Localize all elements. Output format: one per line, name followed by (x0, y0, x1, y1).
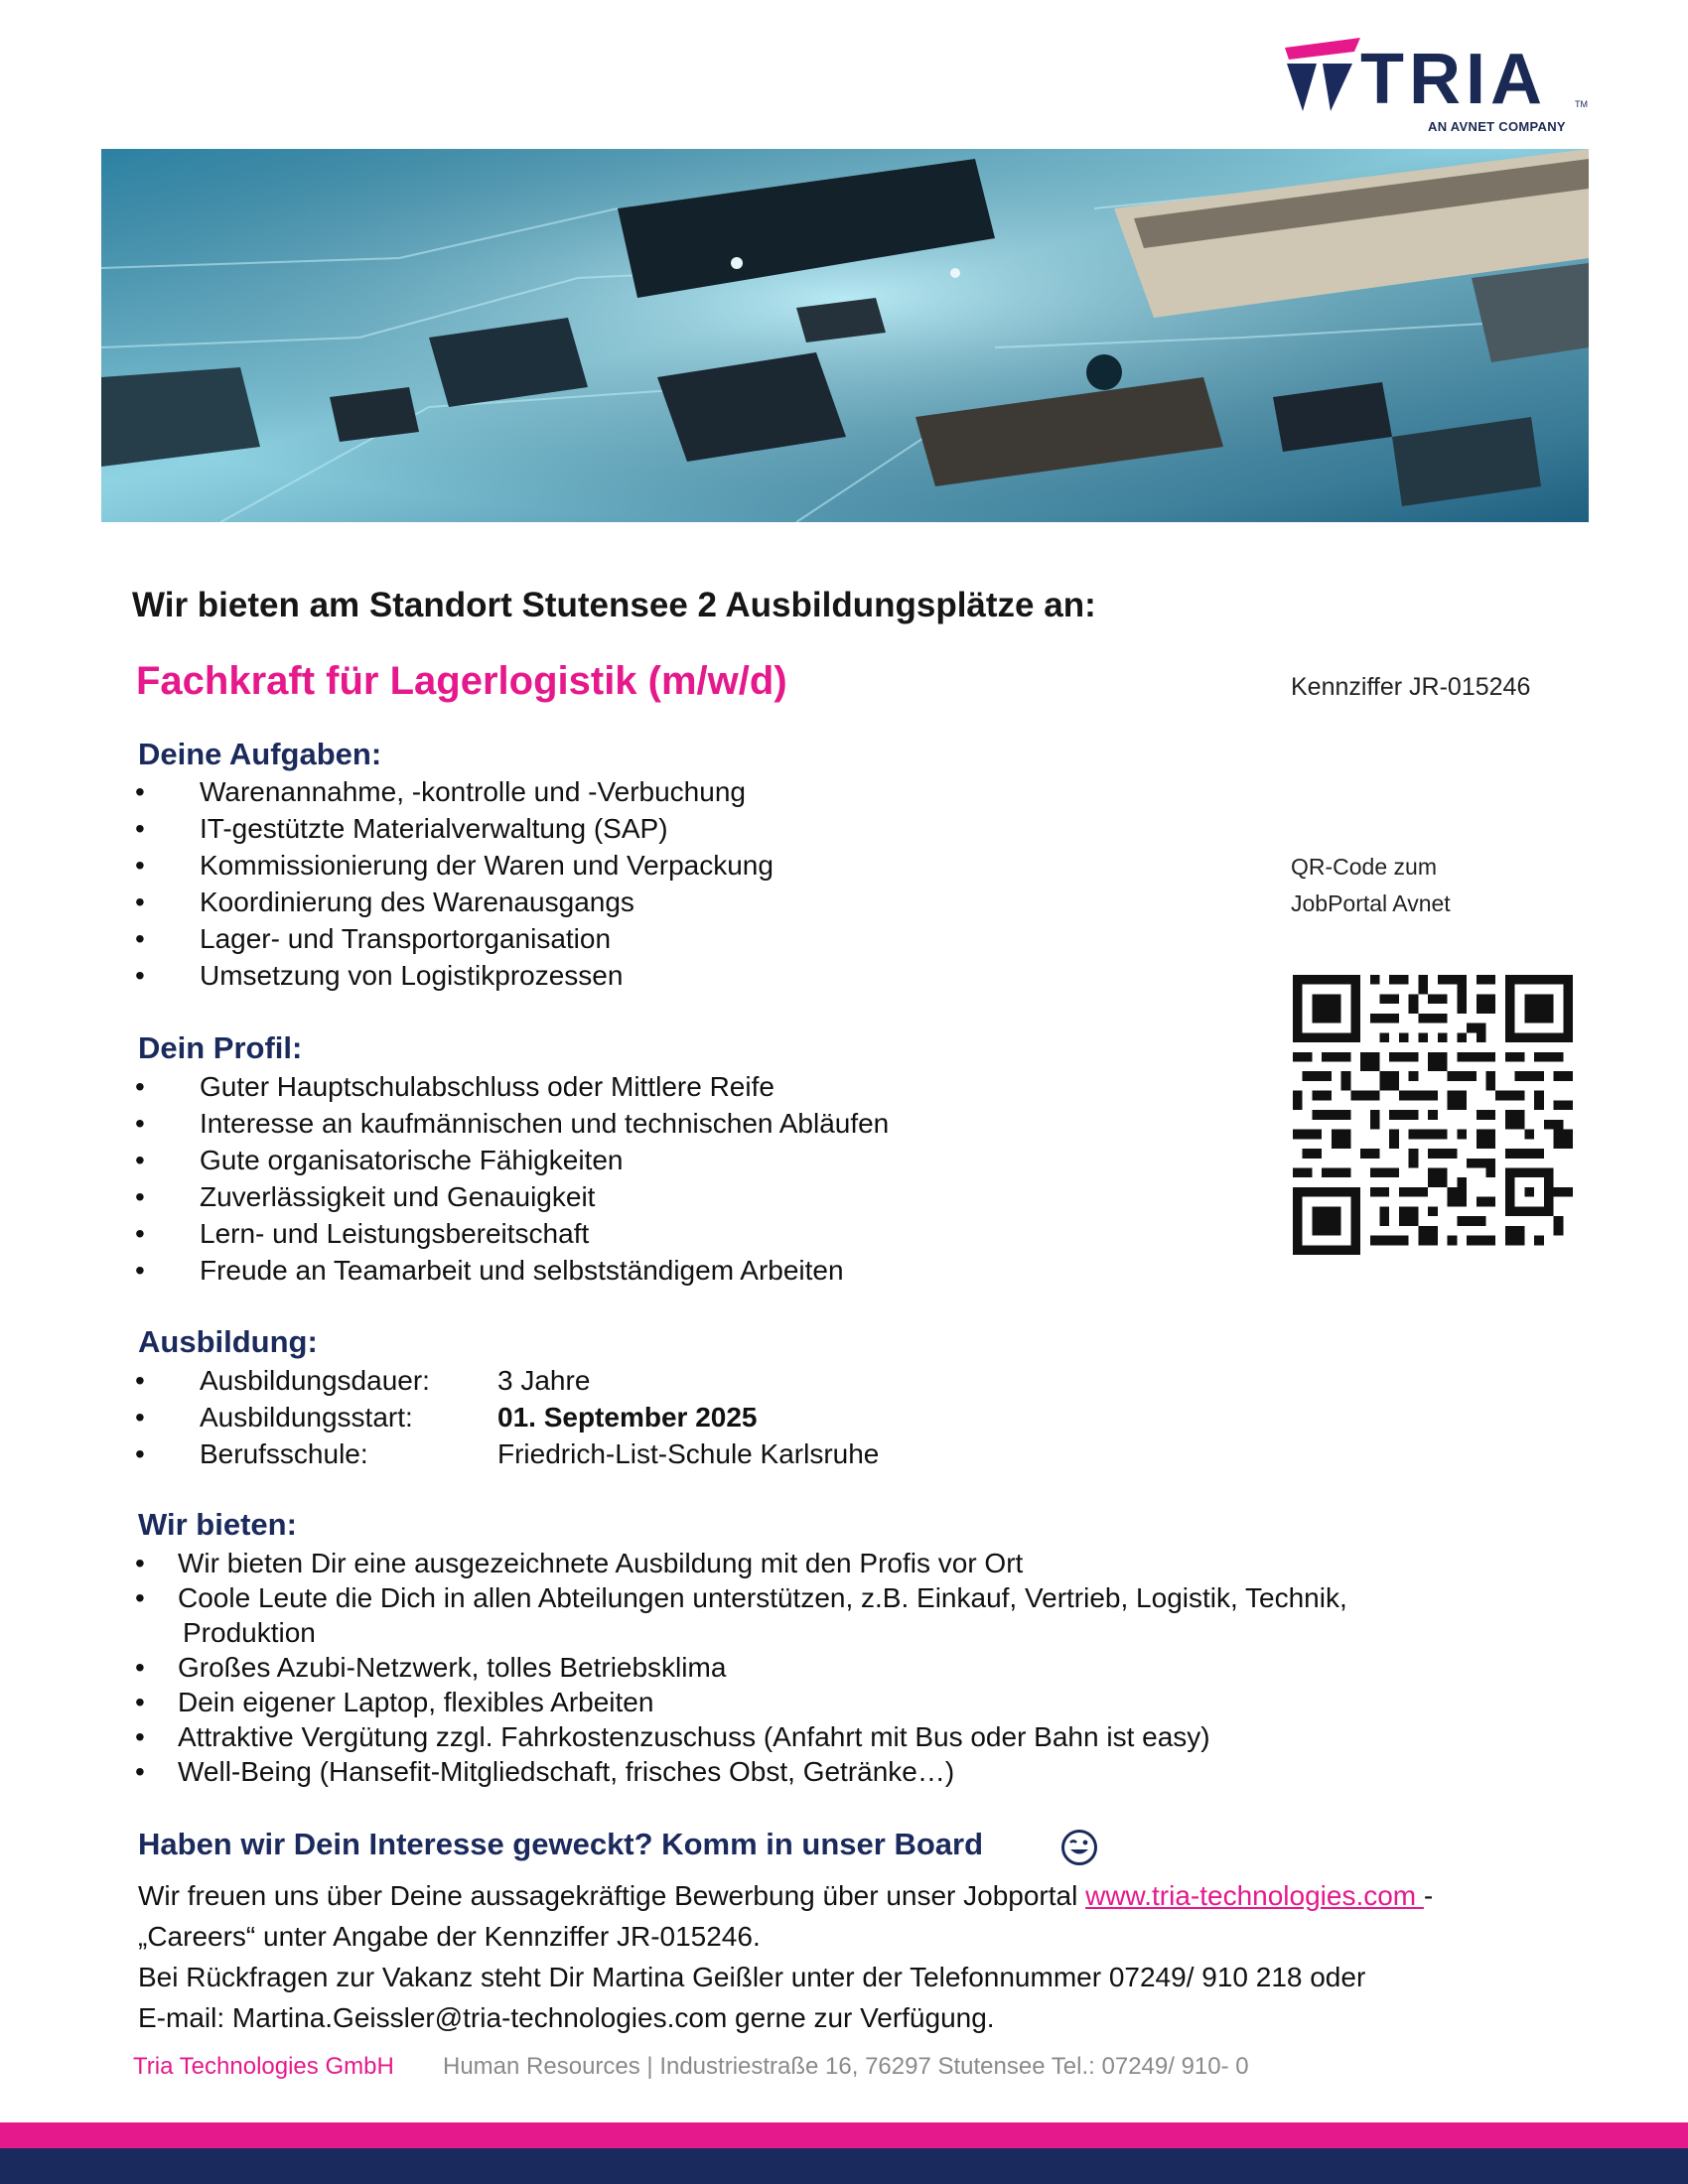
list-item: • Well-Being (Hansefit-Mitgliedschaft, frisches Obst, Getränke…) (135, 1756, 955, 1787)
logo-wordmark: TRIA (1360, 40, 1547, 119)
qr-label: QR-Code zum JobPortal Avnet (1291, 854, 1451, 916)
headline: Wir bieten am Standort Stutensee 2 Ausbildungsplätze an: (132, 586, 1096, 624)
footer-company: Tria Technologies GmbH (133, 2053, 394, 2080)
qr-code-icon[interactable] (1293, 975, 1573, 1255)
hero-image (101, 149, 1589, 522)
cta-line-3: Bei Rückfragen zur Vakanz steht Dir Martina Geißler unter der Telefonnummer 07249/ 910 218 oder (138, 1962, 1366, 1992)
cta-line-1: Wir freuen uns über Deine aussagekräftige Bewerbung über unser Jobportal www.tria-technologies.com - (138, 1880, 1434, 1911)
job-title: Fachkraft für Lagerlogistik (m/w/d) (136, 659, 787, 703)
cta-heading: Haben wir Dein Interesse geweckt? Komm in unser Board (138, 1827, 984, 1861)
cta-line-4: E-mail: Martina.Geissler@tria-technologies.com gerne zur Verfügung. (138, 2002, 995, 2033)
winking-smiley-icon (1060, 1829, 1098, 1866)
ausbildung-heading: Ausbildung: (138, 1324, 318, 1359)
list-item: • Coole Leute die Dich in allen Abteilungen unterstützen, z.B. Einkauf, Vertrieb, Logistik, Technik, Produktion (135, 1582, 1347, 1648)
footer-address: Human Resources | Industriestraße 16, 76297 Stutensee Tel.: 07249/ 910- 0 (443, 2053, 1249, 2080)
job-code: Kennziffer JR-015246 (1291, 673, 1531, 701)
tria-logo: TRIA TM AN AVNET COMPANY (1281, 38, 1589, 137)
list-item: • Dein eigener Laptop, flexibles Arbeiten (135, 1687, 654, 1717)
website-link[interactable]: www.tria-technologies.com (1085, 1880, 1424, 1911)
logo-tagline: AN AVNET COMPANY (1428, 119, 1566, 134)
bieten-heading: Wir bieten: (138, 1507, 297, 1542)
list-item: • Wir bieten Dir eine ausgezeichnete Ausbildung mit den Profis vor Ort (135, 1548, 1024, 1578)
footer-bar-navy (0, 2148, 1688, 2184)
bieten-list (135, 1546, 1347, 1789)
cta-line-2: „Careers“ unter Angabe der Kennziffer JR-015246. (138, 1921, 761, 1952)
aufgaben-heading: Deine Aufgaben: (138, 737, 382, 771)
circuit-board-icon (101, 149, 1589, 522)
tria-logo-mark-icon (1281, 38, 1366, 117)
list-item: • Attraktive Vergütung zzgl. Fahrkostenzuschuss (Anfahrt mit Bus oder Bahn ist easy) (135, 1721, 1210, 1752)
profil-heading: Dein Profil: (138, 1030, 303, 1065)
footer-bar-pink (0, 2122, 1688, 2148)
list-item: • Großes Azubi-Netzwerk, tolles Betriebsklima (135, 1652, 727, 1683)
